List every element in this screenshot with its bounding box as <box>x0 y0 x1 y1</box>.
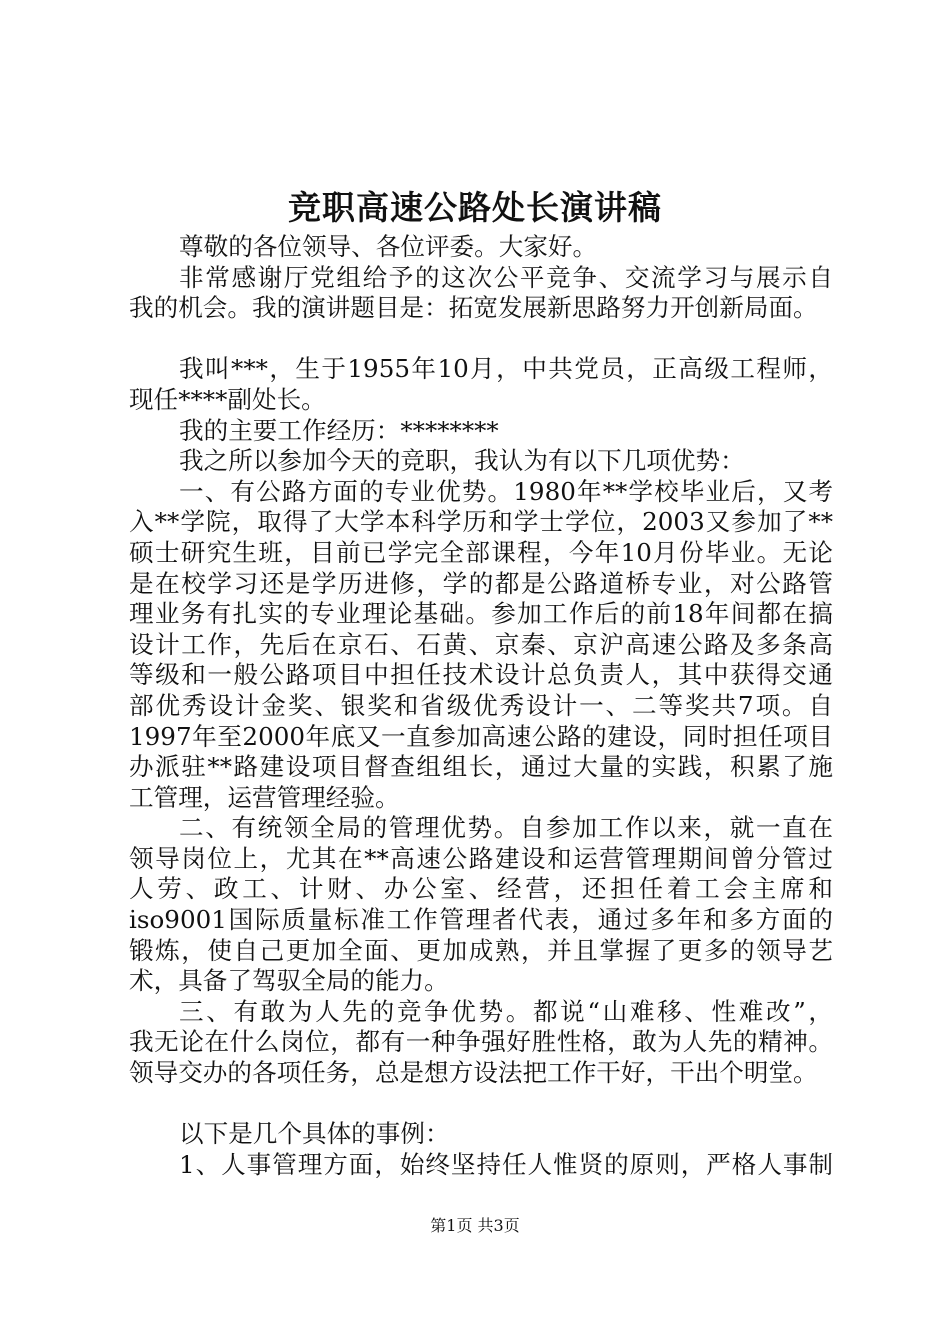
text-line: 我的主要工作经历：******** <box>179 415 499 445</box>
text-line: 理业务有扎实的专业理论基础。参加工作后的前18年间都在搞 <box>129 599 833 629</box>
text-line: 尊敬的各位领导、各位评委。大家好。 <box>179 232 598 261</box>
text-line: 部优秀设计金奖、银奖和省级优秀设计一、二等奖共7项。自 <box>129 690 833 720</box>
text-line: 非常感谢厅党组给予的这次公平竞争、交流学习与展示自 <box>179 262 833 292</box>
text-line: 人劳、政工、计财、办公室、经营，还担任着工会主席和 <box>129 874 833 904</box>
text-line: 硕士研究生班，目前已学完全部课程，今年10月份毕业。无论 <box>129 537 833 567</box>
page-footer: 第1页 共3页 <box>430 1216 520 1235</box>
text-line: 术，具备了驾驭全局的能力。 <box>129 966 449 996</box>
text-line: 一、有公路方面的专业优势。1980年**学校毕业后，又考 <box>179 476 833 506</box>
text-line: 锻炼，使自己更加全面、更加成熟，并且掌握了更多的领导艺 <box>129 935 833 965</box>
text-line: 工管理，运营管理经验。 <box>129 782 400 812</box>
text-line: 我无论在什么岗位，都有一种争强好胜性格，敢为人先的精神。 <box>129 1027 833 1057</box>
text-line: 二、有统领全局的管理优势。自参加工作以来，就一直在 <box>179 813 833 843</box>
text-line: 我的机会。我的演讲题目是：拓宽发展新思路努力开创新局面。 <box>129 293 818 323</box>
document-title: 竞职高速公路处长演讲稿 <box>288 188 662 227</box>
text-line: 以下是几个具体的事例： <box>179 1119 450 1149</box>
text-line: 办派驻**路建设项目督查组组长，通过大量的实践，积累了施 <box>129 752 833 782</box>
text-line: 是在校学习还是学历进修，学的都是公路道桥专业，对公路管 <box>129 568 833 598</box>
text-line: 现任****副处长。 <box>129 384 326 414</box>
blank-line <box>129 1089 833 1120</box>
text-line: 等级和一般公路项目中担任技术设计总负责人，其中获得交通 <box>129 660 833 690</box>
text-line: iso9001国际质量标准工作管理者代表，通过多年和多方面的 <box>129 905 833 935</box>
document-body <box>129 232 833 1180</box>
text-line: 设计工作，先后在京石、石黄、京秦、京沪高速公路及多条高 <box>129 629 833 659</box>
text-line: 领导交办的各项任务，总是想方设法把工作干好，干出个明堂。 <box>129 1058 818 1088</box>
text-line: 三、有敢为人先的竞争优势。都说“山难移、性难改”， <box>179 996 833 1026</box>
text-line: 1、人事管理方面，始终坚持任人惟贤的原则，严格人事制 <box>179 1149 833 1179</box>
text-line: 1997年至2000年底又一直参加高速公路的建设，同时担任项目 <box>129 721 833 751</box>
blank-line <box>129 324 833 355</box>
text-line: 我之所以参加今天的竞职，我认为有以下几项优势： <box>179 446 745 476</box>
text-line: 我叫***，生于1955年10月，中共党员，正高级工程师， <box>179 354 833 384</box>
text-line: 入**学院，取得了大学本科学历和学士学位，2003又参加了** <box>129 507 833 537</box>
text-line: 领导岗位上，尤其在**高速公路建设和运营管理期间曾分管过 <box>129 843 833 873</box>
